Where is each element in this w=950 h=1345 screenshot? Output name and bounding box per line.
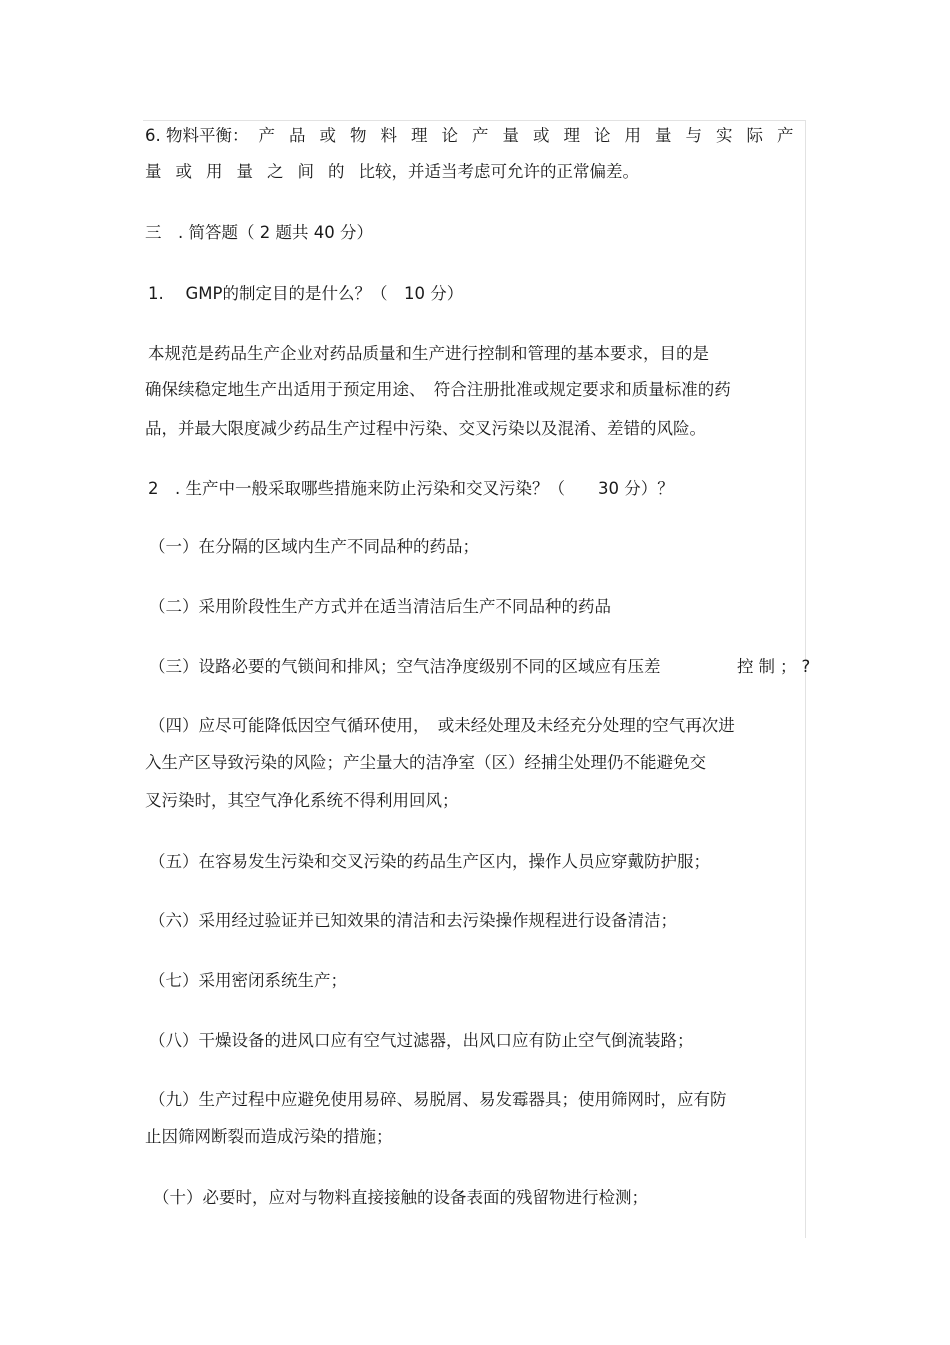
question-2-item-4-line: 入生产区导致污染的风险；产尘量大的洁净室（区）经捕尘处理仍不能避免交 <box>145 753 706 772</box>
question-1-answer-line: 本规范是药品生产企业对药品质量和生产进行控制和管理的基本要求，目的是 <box>148 344 709 363</box>
question-1-answer-line: 确保续稳定地生产出适用于预定用途、 符合注册批准或规定要求和质量标准的药 <box>145 380 731 399</box>
question-2-item-3-tail: 控制；? <box>737 657 816 676</box>
question-2-item-2: （二）采用阶段性生产方式并在适当清洁后生产不同品种的药品 <box>149 597 611 616</box>
question-2-item-9-line: （九）生产过程中应避免使用易碎、易脱屑、易发霉器具；使用筛网时，应有防 <box>149 1090 727 1109</box>
definition-6-text: 产品或物料理论产量或理论用量与实际产 <box>258 126 808 145</box>
question-2-item-7: （七）采用密闭系统生产； <box>149 971 347 990</box>
definition-6-text-cont: 量或用量之间的 <box>145 162 359 181</box>
section-3-title: 三 . 简答题（ 2 题共 40 分） <box>145 223 373 242</box>
question-2-item-4-line: （四）应尽可能降低因空气循环使用， 或未经处理及未经充分处理的空气再次进 <box>149 716 735 735</box>
question-2-title: 2 . 生产中一般采取哪些措施来防止污染和交叉污染？（ 30 分）？ <box>148 479 674 498</box>
question-2-item-8: （八）干燥设备的进风口应有空气过滤器，出风口应有防止空气倒流装路； <box>149 1031 694 1050</box>
question-2-item-9-line: 止因筛网断裂而造成污染的措施； <box>145 1127 393 1146</box>
question-1-answer-line: 品，并最大限度减少药品生产过程中污染、交叉污染以及混淆、差错的风险。 <box>145 419 706 438</box>
question-2-item-4-line: 叉污染时，其空气净化系统不得利用回风； <box>145 791 459 810</box>
definition-6-label: 6. 物料平衡： <box>145 126 249 145</box>
question-2-item-5: （五）在容易发生污染和交叉污染的药品生产区内，操作人员应穿戴防护服； <box>149 852 710 871</box>
definition-6-line-1 <box>145 126 808 146</box>
question-2-item-3: （三）设路必要的气锁间和排风；空气洁净度级别不同的区域应有压差 <box>149 657 661 676</box>
question-2-item-10: （十）必要时，应对与物料直接接触的设备表面的残留物进行检测； <box>153 1188 648 1207</box>
definition-6-text-end: 比较，并适当考虑可允许的正常偏差。 <box>358 162 639 181</box>
definition-6-line-2 <box>145 162 639 182</box>
question-1-title: 1. GMP的制定目的是什么？（ 10 分） <box>148 284 464 303</box>
question-2-item-1: （一）在分隔的区域内生产不同品种的药品； <box>149 537 479 556</box>
question-2-item-6: （六）采用经过验证并已知效果的清洁和去污染操作规程进行设备清洁； <box>149 911 677 930</box>
